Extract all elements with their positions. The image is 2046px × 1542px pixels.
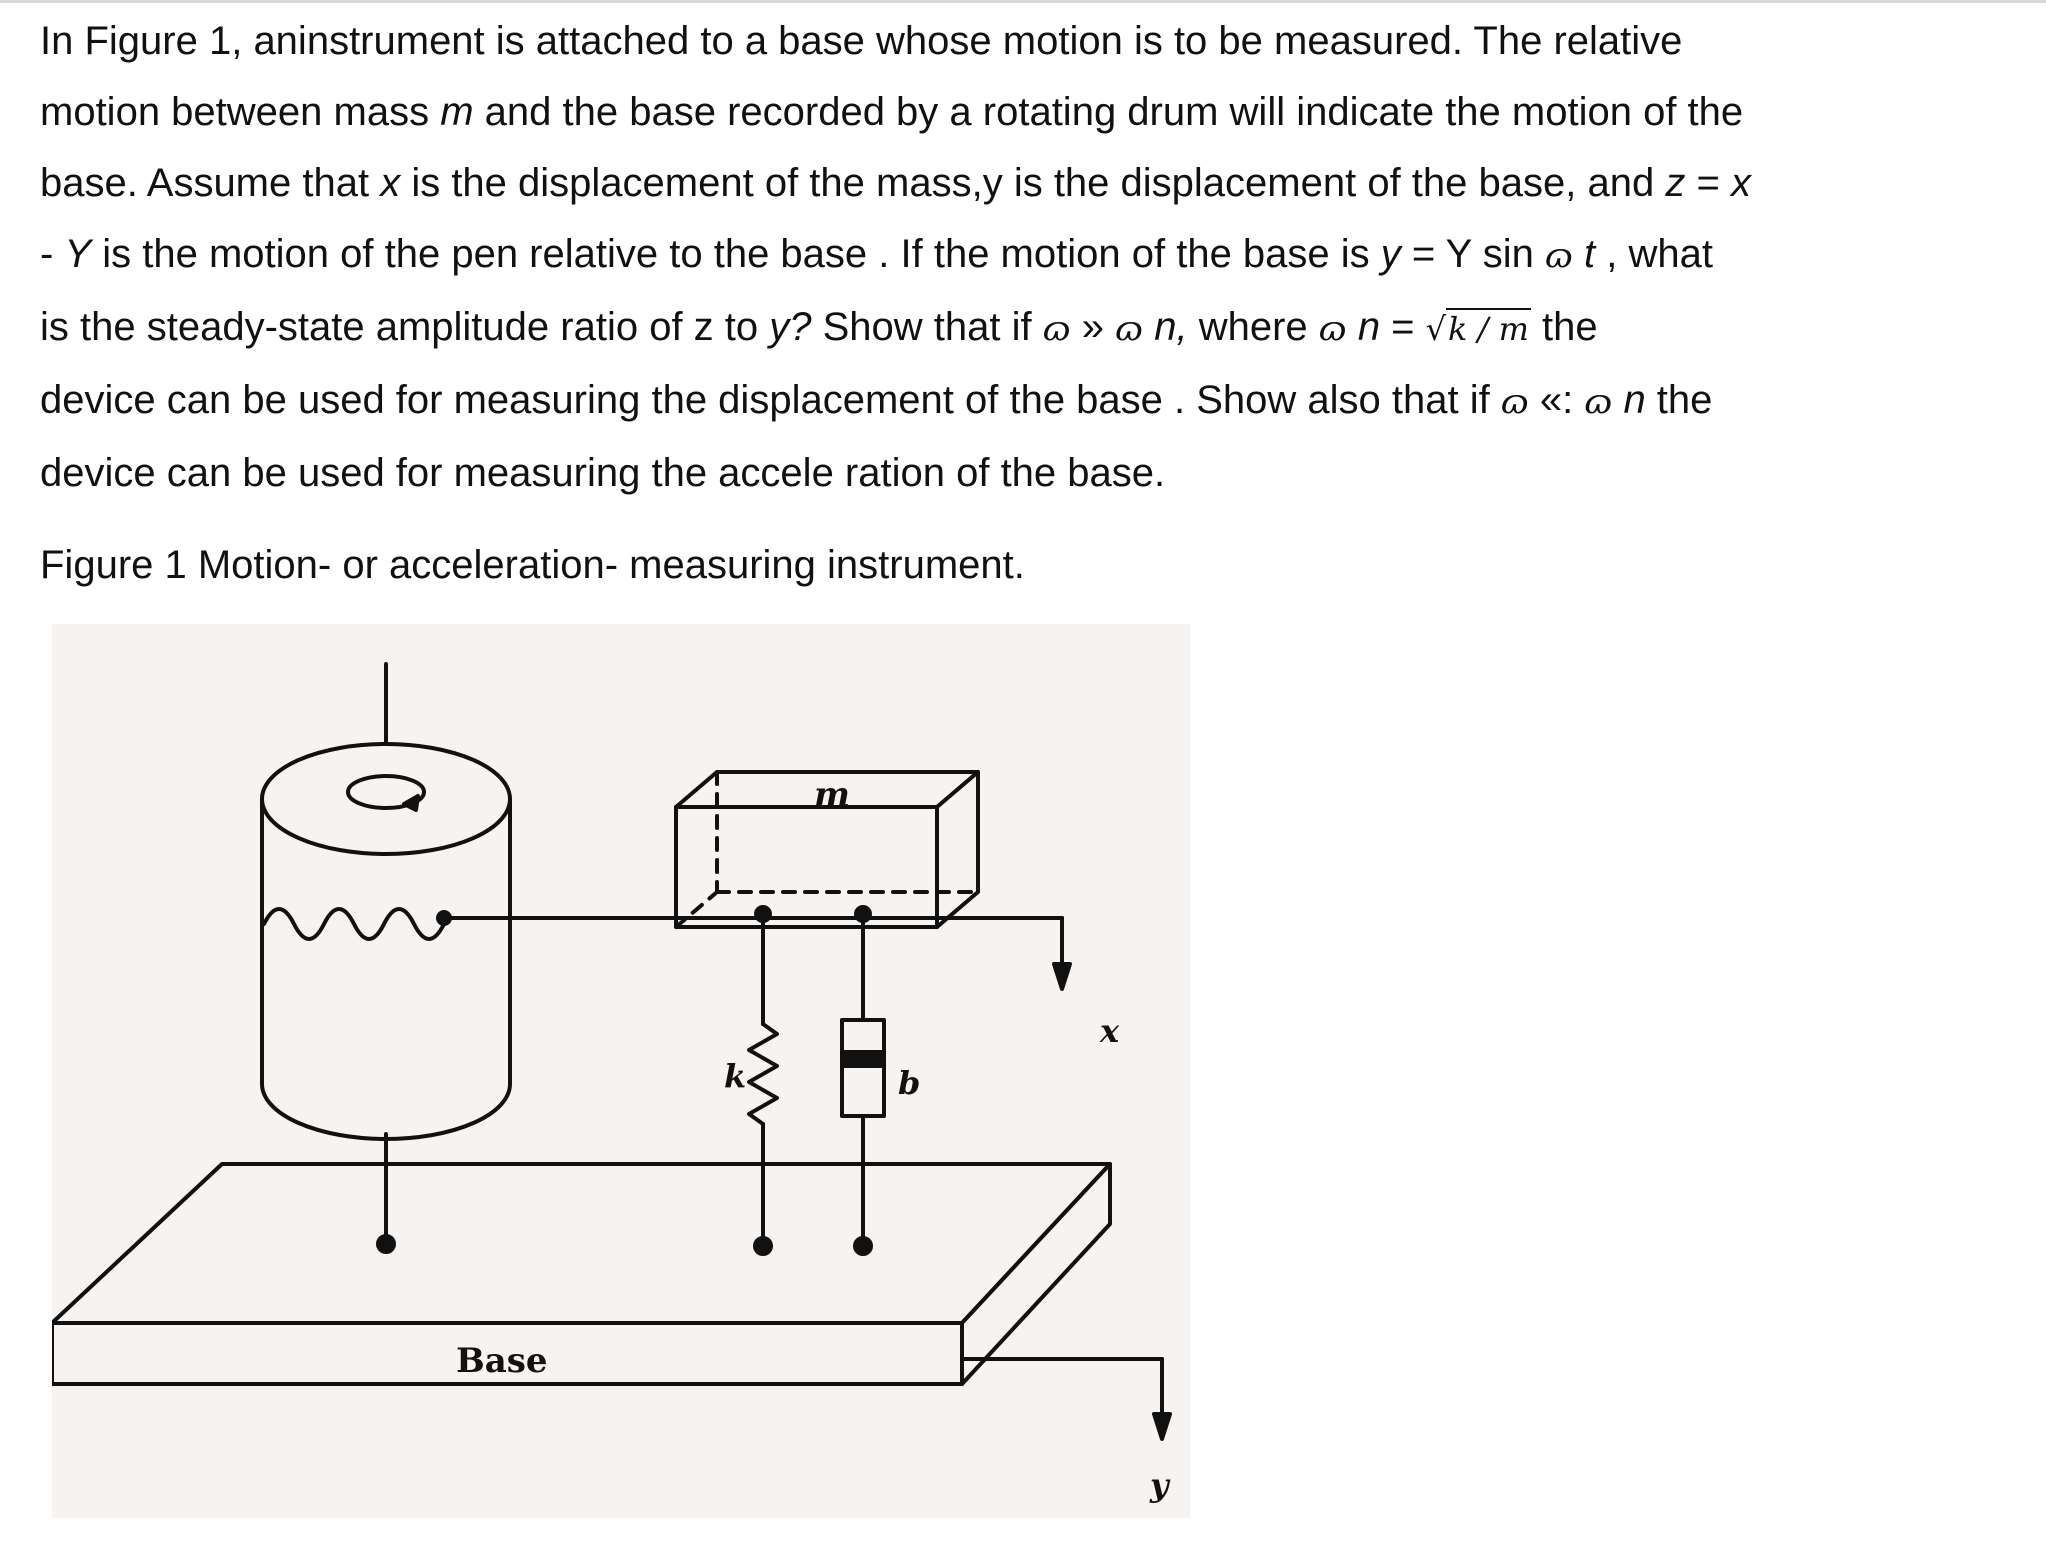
label-b: b xyxy=(898,1064,921,1102)
problem-line-7: device can be used for measuring the accele ration of the base. xyxy=(40,451,1166,495)
sqrt-k-over-m: √k / m xyxy=(1425,310,1529,348)
problem-line-6: device can be used for measuring the displacement of the base . Show also that if ɷ «: ɷ n the xyxy=(40,378,1713,422)
label-base: Base xyxy=(456,1341,548,1381)
problem-line-3: base. Assume that x is the displacement of the mass,y is the displacement of the base, and z = x xyxy=(40,161,1751,205)
label-m: m xyxy=(814,775,850,815)
problem-statement xyxy=(40,6,2020,509)
mass-block xyxy=(676,772,1062,927)
problem-line-1: In Figure 1, aninstrument is attached to a base whose motion is to be measured. The relative xyxy=(40,19,1683,63)
problem-line-5: is the steady-state amplitude ratio of z to y? Show that if ɷ » ɷ n, where ɷ n = √k / m the xyxy=(40,292,2020,365)
base-plate xyxy=(52,1164,1110,1384)
problem-line-2: motion between mass m and the base recorded by a rotating drum will indicate the motion of the xyxy=(40,90,1744,134)
label-y: y xyxy=(1150,1466,1169,1504)
figure-1-diagram xyxy=(52,624,1190,1518)
label-k: k xyxy=(724,1057,747,1095)
y-displacement-arrow xyxy=(962,1359,1170,1439)
problem-line-4: - Y is the motion of the pen relative to the base . If the motion of the base is y = Y sin ɷ t , what xyxy=(40,232,1713,276)
label-x: x xyxy=(1100,1012,1120,1050)
figure-caption: Figure 1 Motion- or acceleration- measuring instrument. xyxy=(40,543,1025,587)
top-divider xyxy=(0,0,2046,3)
x-displacement-arrow xyxy=(937,918,1070,989)
